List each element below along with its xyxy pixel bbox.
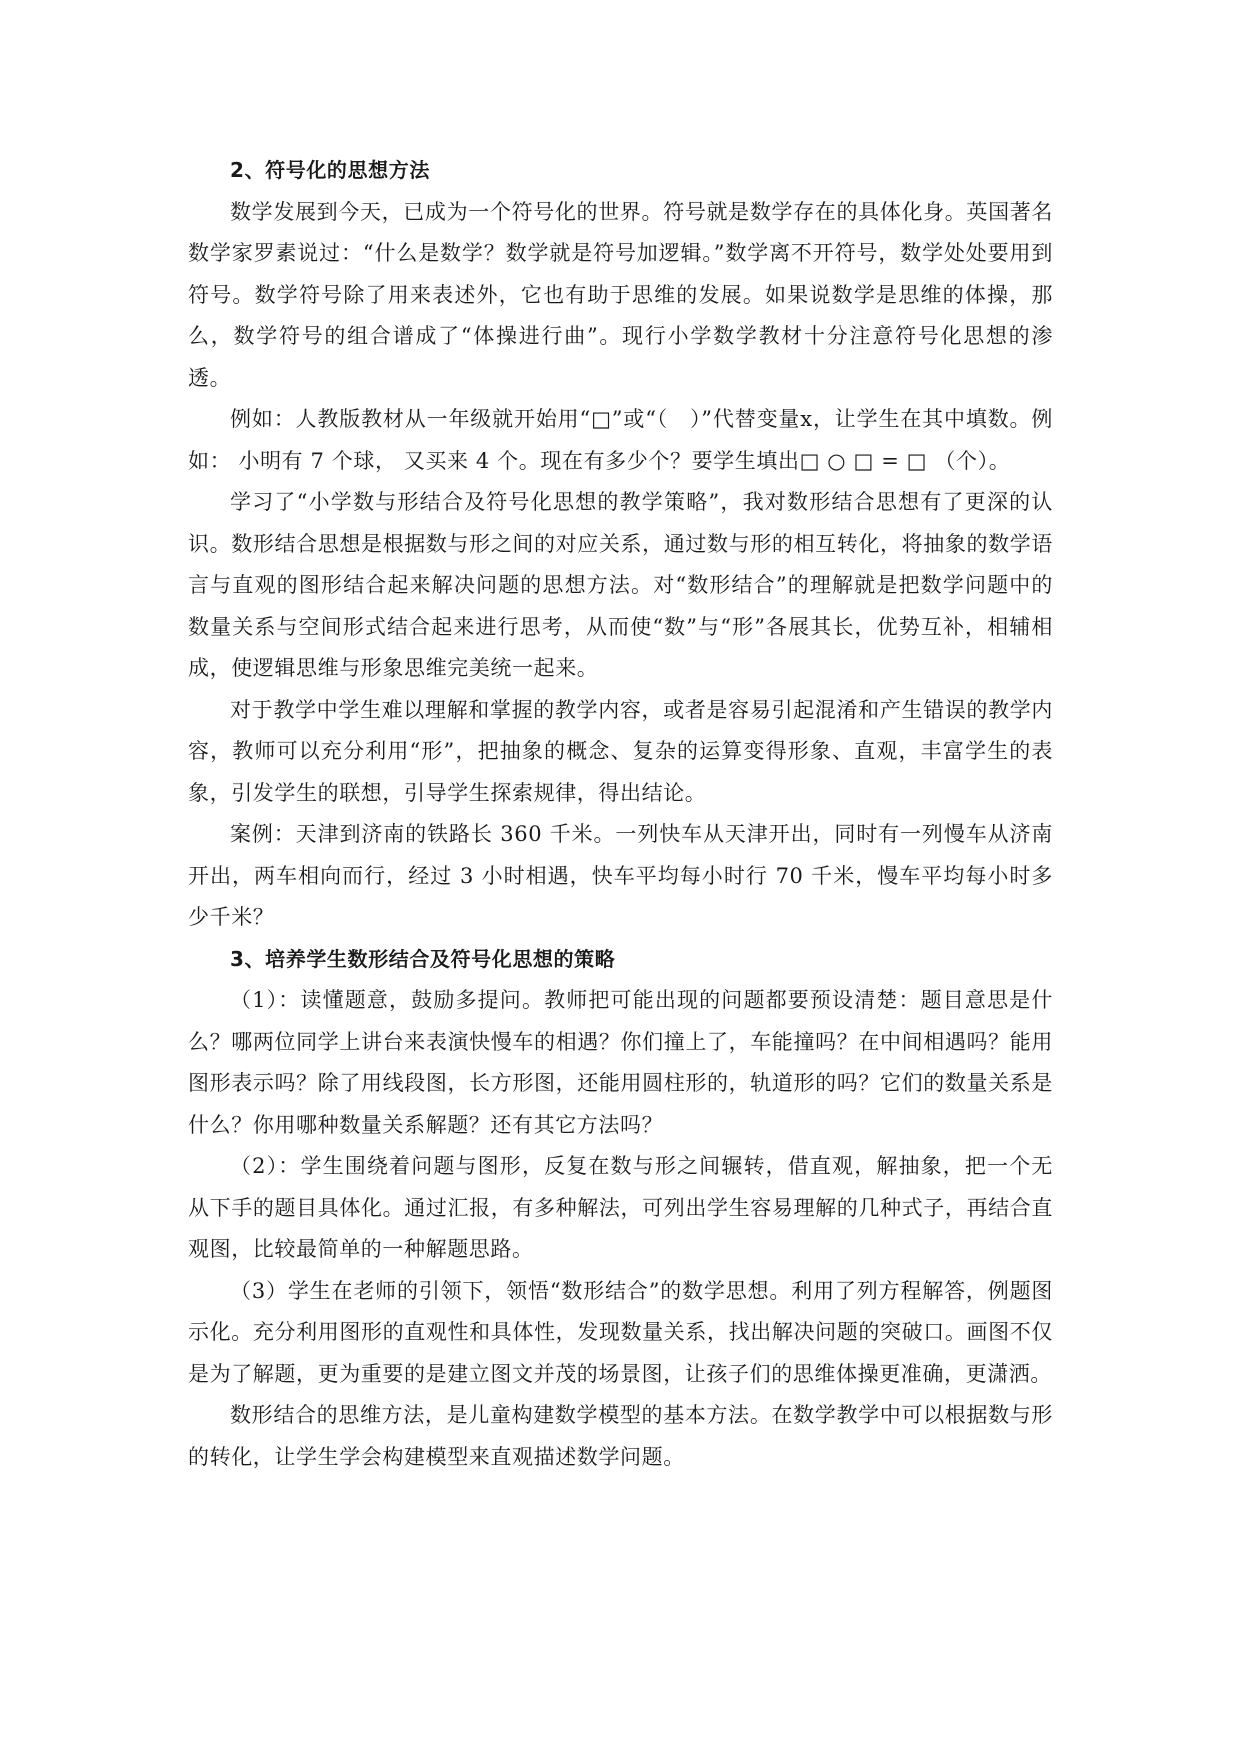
section-3-paragraph-2: （2）：学生围绕着问题与图形，反复在数与形之间辗转，借直观，解抽象，把一个无从下手的题目具体化。通过汇报，有多种解法，可列出学生容易理解的几种式子，再结合直观图，比较最简单的一种解题思路。: [188, 1154, 1053, 1261]
section-2-paragraph-2: 例如：人教版教材从一年级就开始用“□”或“（ ）”代替变量x，让学生在其中填数。例如： 小明有 7 个球， 又买来 4 个。现在有多少个？要学生填出□ ○ □ = □ （个）。: [188, 407, 1053, 473]
section-2-paragraph-5: 案例：天津到济南的铁路长 360 千米。一列快车从天津开出，同时有一列慢车从济南开出，两车相向而行，经过 3 小时相遇，快车平均每小时行 70 千米，慢车平均每小时多少千米？: [188, 822, 1053, 929]
section-2-heading: 2、符号化的思想方法: [230, 158, 430, 182]
section-2-paragraph-1: 数学发展到今天，已成为一个符号化的世界。符号就是数学存在的具体化身。英国著名数学家罗素说过：“什么是数学？数学就是符号加逻辑。”数学离不开符号，数学处处要用到符号。数学符号除了用来表述外，它也有助于思维的发展。如果说数学是思维的体操，那么，数学符号的组合谱成了“体操进行曲”。现行小学数学教材十分注意符号化思想的渗透。: [188, 199, 1053, 390]
section-3-paragraph-1: （1）：读懂题意，鼓励多提问。教师把可能出现的问题都要预设清楚：题目意思是什么？哪两位同学上讲台来表演快慢车的相遇？你们撞上了，车能撞吗？在中间相遇吗？能用图形表示吗？除了用线段图，长方形图，还能用圆柱形的，轨道形的吗？它们的数量关系是什么？你用哪种数量关系解题？还有其它方法吗？: [188, 988, 1053, 1137]
section-3-paragraph-3: （3）学生在老师的引领下，领悟“数形结合”的数学思想。利用了列方程解答，例题图示化。充分利用图形的直观性和具体性，发现数量关系，找出解决问题的突破口。画图不仅是为了解题，更为重要的是建立图文并茂的场景图，让孩子们的思维体操更准确，更潇洒。: [188, 1278, 1053, 1386]
document-page: [188, 150, 1053, 1478]
section-3-heading: 3、培养学生数形结合及符号化思想的策略: [230, 946, 616, 971]
section-2-paragraph-3: 学习了“小学数与形结合及符号化思想的教学策略”，我对数形结合思想有了更深的认识。数形结合思想是根据数与形之间的对应关系，通过数与形的相互转化，将抽象的数学语言与直观的图形结合起来解决问题的思想方法。对“数形结合”的理解就是把数学问题中的数量关系与空间形式结合起来进行思考，从而使“数”与“形”各展其长，优势互补，相辅相成，使逻辑思维与形象思维完美统一起来。: [188, 490, 1053, 680]
section-2-paragraph-4: 对于教学中学生难以理解和掌握的教学内容，或者是容易引起混淆和产生错误的教学内容，教师可以充分利用“形”，把抽象的概念、复杂的运算变得形象、直观，丰富学生的表象，引发学生的联想，引导学生探索规律，得出结论。: [188, 697, 1053, 805]
section-3-paragraph-4: 数形结合的思维方法，是儿童构建数学模型的基本方法。在数学教学中可以根据数与形的转化，让学生学会构建模型来直观描述数学问题。: [188, 1403, 1053, 1469]
